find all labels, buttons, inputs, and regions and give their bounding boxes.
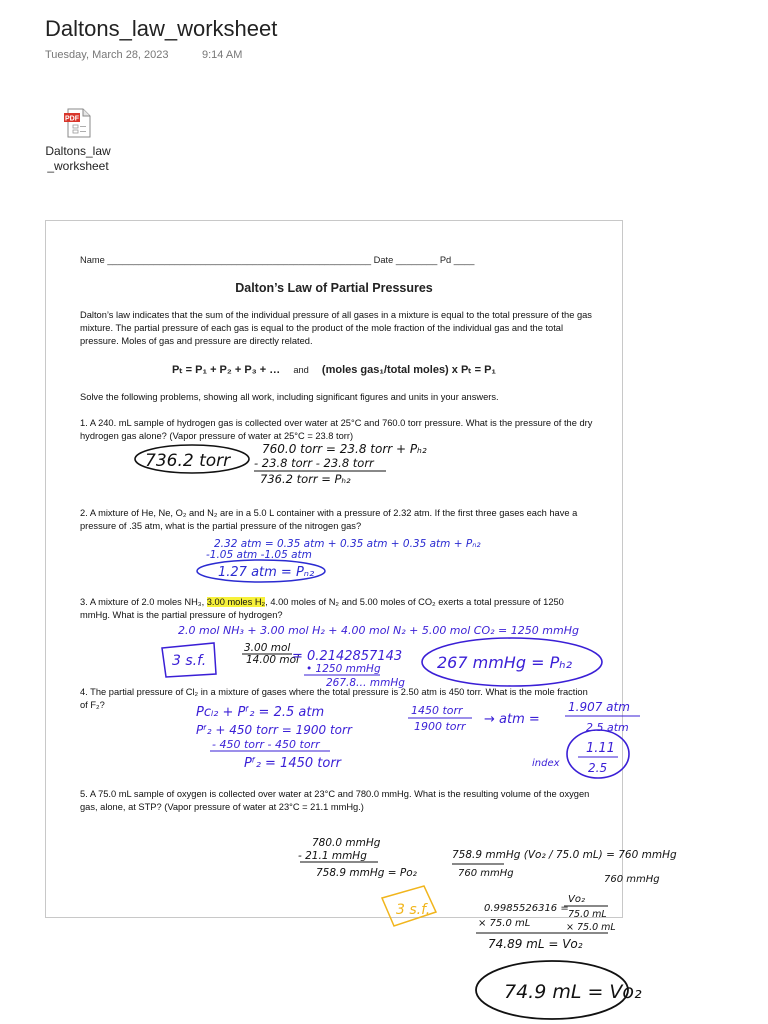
q5-work-line-2: - 21.1 mmHg <box>298 850 367 862</box>
svg-text:PDF: PDF <box>65 115 79 123</box>
q4-work-line-3: - 450 torr - 450 torr <box>212 738 320 751</box>
q5-v-bottom: 75.0 mL <box>568 909 607 920</box>
page-title: Daltons_law_worksheet <box>45 16 278 41</box>
question-5: 5. A 75.0 mL sample of oxygen is collected over water at 23°C and 780.0 mmHg. What is the resulting volume of the oxygen gas, alone, at STP? (Vapor pressure of water at 23°C = 21.1 mmHg.) <box>80 789 590 812</box>
q1-work-line-3: 736.2 torr = Pₕ₂ <box>260 472 351 486</box>
pdf-attachment[interactable] <box>38 108 118 174</box>
q3-multiply: • 1250 mmHg <box>306 663 381 675</box>
q4-fraction-bottom: 1900 torr <box>414 720 466 733</box>
question-1: 1. A 240. mL sample of hydrogen gas is collected over water at 25°C and 760.0 torr pressure. What is the pressure of the dry hydrogen gas alone? (Vapor pressure of water at 25°C = 23.8 torr) <box>80 418 593 441</box>
answer-2: 1.27 atm = Pₙ₂ <box>218 565 315 580</box>
q3-work-line-1: 2.0 mol NH₃ + 3.00 mol H₂ + 4.00 mol N₂ + 5.00 mol CO₂ = 1250 mmHg <box>178 624 579 637</box>
question-4: 4. The partial pressure of Cl₂ in a mixture of gases where the total pressure is 2.50 atm is 450 torr. What is the mole fraction of F₂? <box>80 687 588 710</box>
q4-ratio-bottom: 2.5 atm <box>586 721 629 734</box>
formula-right: (moles gas₁/total moles) x Pₜ = P₁ <box>321 364 496 376</box>
q4-arrow-atm: → atm = <box>484 712 540 727</box>
answer-3: 267 mmHg = Pₕ₂ <box>437 653 573 672</box>
worksheet-heading: Dalton’s Law of Partial Pressures <box>235 281 433 295</box>
q5-equation-bottom-2: 760 mmHg <box>604 874 660 885</box>
pdf-file-icon <box>64 108 92 138</box>
q5-sig-figs: 3 s.f. <box>396 902 431 918</box>
note-date: Tuesday, March 28, 2023 <box>45 49 169 61</box>
q4-work-line-2: Pᶠ₂ + 450 torr = 1900 torr <box>196 723 352 737</box>
q4-index-label: index <box>532 758 560 769</box>
q2-work-line-1: 2.32 atm = 0.35 atm + 0.35 atm + 0.35 atm + Pₙ₂ <box>214 538 481 550</box>
note-time: 9:14 AM <box>202 49 243 61</box>
q4-answer-bottom: 2.5 <box>588 761 608 775</box>
q3-fraction-top: 3.00 mol <box>244 642 291 654</box>
q5-multiply: × 75.0 mL <box>478 918 531 929</box>
q5-equation-1: 758.9 mmHg (Vᴏ₂ / 75.0 mL) = 760 mmHg <box>452 849 677 861</box>
q2-work-line-2: -1.05 atm -1.05 atm <box>206 549 312 561</box>
attachment-filename: Daltons_law _worksheet <box>45 144 111 173</box>
q3-result: 267.8… mmHg <box>326 677 405 689</box>
q4-ratio-top: 1.907 atm <box>568 700 630 714</box>
formula-line <box>46 363 622 376</box>
answer-5: 74.9 mL = Vᴏ₂ <box>504 981 642 1003</box>
q5-multiply-2: × 75.0 mL <box>566 922 616 933</box>
q3-sig-figs: 3 s.f. <box>172 653 207 669</box>
q3-fraction-bottom: 14.00 mol <box>246 654 299 666</box>
formula-and: and <box>293 365 309 375</box>
question-3-part-a: 3. A mixture of 2.0 moles NH₃, <box>80 597 207 607</box>
q1-work-line-1: 760.0 torr = 23.8 torr + Pₕ₂ <box>262 442 427 456</box>
q5-result: 74.89 mL = Vᴏ₂ <box>488 937 583 951</box>
q1-work-line-2: - 23.8 torr - 23.8 torr <box>254 456 374 470</box>
q4-answer-top: 1.11 <box>586 741 615 756</box>
q4-fraction-top: 1450 torr <box>411 704 463 717</box>
answer-1: 736.2 torr <box>145 451 231 471</box>
worksheet-page <box>45 220 623 918</box>
question-2: 2. A mixture of He, Ne, O₂ and N₂ are in a 5.0 L container with a pressure of 2.32 atm. If the first three gases each have a pressure of .35 atm, what is the partial pressure of the nitrogen gas? <box>80 508 578 531</box>
question-3-part-b: , 4.00 moles of N₂ and 5.00 moles of CO₂ exerts a total pressure of 1250 mmHg. What is the partial pressure of hydrogen? <box>80 597 564 620</box>
question-3 <box>80 596 595 622</box>
q4-work-line-4: Pᶠ₂ = 1450 torr <box>244 756 342 771</box>
note-timestamp <box>45 49 243 61</box>
formula-left: Pₜ = P₁ + P₂ + P₃ + … <box>172 364 281 376</box>
question-3-highlight: 3.00 moles H₂ <box>206 597 266 607</box>
q4-work-line-1: Pᴄₗ₂ + Pᶠ₂ = 2.5 atm <box>196 705 325 720</box>
intro-paragraph: Dalton’s law indicates that the sum of the individual pressure of all gases in a mixture is equal to the total pressure of the gas mixture. The partial pressure of each gas is equal to the product of the mole fraction of the individual gas and the total pressure. Moles of gas and pressure are directly related. <box>80 310 592 346</box>
q3-calc: = 0.2142857143 <box>292 649 403 664</box>
q5-equation-bottom: 760 mmHg <box>458 868 514 879</box>
name-date-line: Name ___________________________________________________ Date ________ Pd ____ <box>80 255 475 265</box>
instructions: Solve the following problems, showing all work, including significant figures and units in your answers. <box>80 392 499 402</box>
q5-work-line-3: 758.9 mmHg = Pᴏ₂ <box>316 867 417 879</box>
q5-work-line-1: 780.0 mmHg <box>312 837 381 849</box>
q5-calc: 0.9985526316 = <box>484 903 569 914</box>
q5-v-top: Vᴏ₂ <box>568 894 585 905</box>
